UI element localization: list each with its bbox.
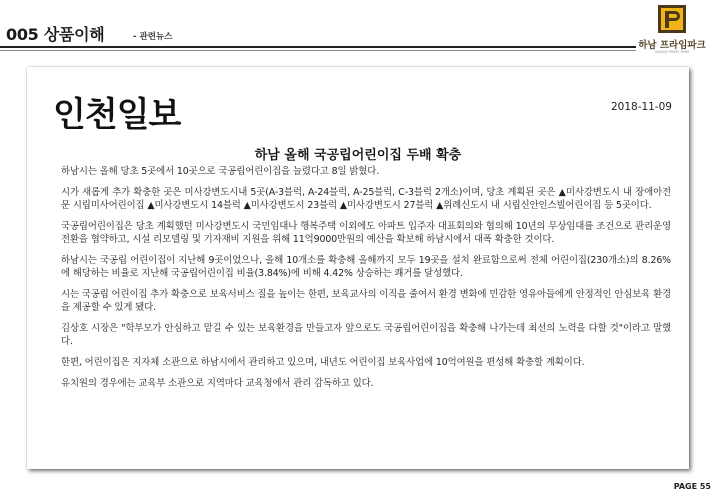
brand-logo-icon bbox=[657, 4, 687, 34]
article-paragraph: 국공립어린이집은 당초 계획했던 미사강변도시 국민임대나 행복주택 이외에도 아파트 입주자 대표회의와 협의해 10년의 무상임대를 조건으로 관리운영 전환을 협약하고, 시설 리모델링 및 기자재비 지원을 위해 11억9000만원의 예산을 확보해 하남시에서 대폭 확충한 것이다. bbox=[61, 221, 671, 245]
article-headline: 하남 올해 국공립어린이집 두배 확충 bbox=[254, 148, 462, 163]
article-paragraph: 유치원의 경우에는 교육부 소관으로 지역마다 교육청에서 관리 감독하고 있다. bbox=[61, 378, 374, 389]
brand-logo-caption: HANAM PRIME PARK bbox=[654, 50, 690, 54]
article-paragraph: 시는 국공립 어린이집 추가 확충으로 보육서비스 질을 높이는 한편, 보육교사의 이직을 줄여서 환경 변화에 민감한 영유아들에게 안정적인 안심보육 환경을 제공할 수 있게 됐다. bbox=[61, 289, 672, 313]
article-paragraph: 시가 새롭게 추가 확충한 곳은 미사강변도시내 5곳(A-3블럭, A-24블럭, A-25블럭, C-3블럭 2개소)이며, 당초 계획된 곳은 ▲미사강변도시 내 장애아전문 시립미사어린이집 ▲미사강변도시 14블럭 ▲미사강변도시 23블럭 ▲미사강변도시 27블럭 ▲위례신도시 내 시립신안인스빌어린이집 등 5곳이다. bbox=[61, 187, 671, 211]
article-paragraph: 김상호 시장은 "학부모가 안심하고 맡길 수 있는 보육환경을 만들고자 앞으로도 국공립어린이집을 확충해 나가는데 최선의 노력을 다할 것"이라고 말했다. bbox=[61, 323, 671, 347]
newspaper-masthead: 인천일보 bbox=[53, 95, 181, 135]
article-paragraph: 한편, 어린이집은 지자체 소관으로 하남시에서 관리하고 있으며, 내년도 어린이집 보육사업에 10억여원을 편성해 확충할 계획이다. bbox=[61, 357, 585, 368]
header-rule-thick bbox=[0, 46, 636, 48]
brand-logo-name: 하남 프라임파크 bbox=[638, 40, 706, 51]
news-clipping bbox=[27, 67, 689, 469]
section-subtitle: - 관련뉴스 bbox=[133, 32, 173, 42]
article-date: 2018-11-09 bbox=[610, 101, 672, 113]
article-paragraph: 하남시는 국공립 어린이집이 지난해 9곳이었으나, 올해 10개소를 확충해 올해까지 모두 19곳을 설치 완료함으로써 전체 어린이집(230개소)의 8.26%에 해당하는 비율로 지난해 국공립어린이집 비율(3.84%)에 비해 4.42% 상승하는 쾌거를 달성했다. bbox=[61, 255, 671, 279]
section-title: 005 상품이해 bbox=[6, 25, 105, 44]
brand-logo bbox=[630, 4, 714, 58]
article-paragraph: 하남시는 올해 당초 5곳에서 10곳으로 국공립어린이집을 늘렸다고 8일 밝혔다. bbox=[61, 166, 380, 177]
page-header bbox=[0, 0, 720, 62]
page-number: PAGE 55 bbox=[673, 482, 711, 491]
header-rule-thin bbox=[0, 50, 636, 51]
article-body bbox=[61, 165, 671, 398]
